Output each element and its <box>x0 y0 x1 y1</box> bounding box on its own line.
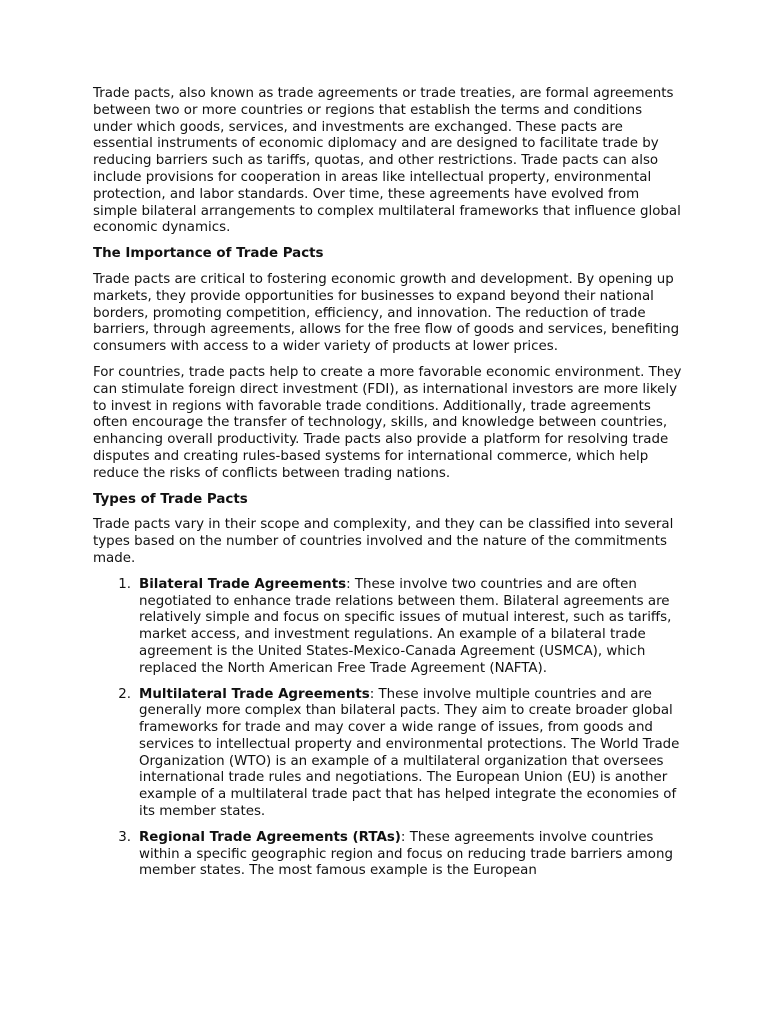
list-item <box>93 830 683 880</box>
list-term: Bilateral Trade Agreements <box>139 576 347 592</box>
section-heading-types: Types of Trade Pacts <box>93 491 248 507</box>
list-text: : These involve two countries and are often negotiated to enhance trade relations between them. Bilateral agreements are relatively simple and focus on specific issues of mutual interest, such as tariffs, market access, and investment regulations. An example of a bilateral trade agreement is the United States-Mexico-Canada Agreement (USMCA), which replaced the North American Free Trade Agreement (NAFTA). <box>139 576 672 676</box>
document-body <box>93 86 683 889</box>
paragraph: Trade pacts are critical to fostering economic growth and development. By opening up markets, they provide opportunities for businesses to expand beyond their national borders, promoting competition, efficiency, and innovation. The reduction of trade barriers, through agreements, allows for the free flow of goods and services, benefiting consumers with access to a wider variety of products at lower prices. <box>93 271 680 355</box>
section-heading-importance: The Importance of Trade Pacts <box>93 246 324 262</box>
list-item <box>93 577 683 678</box>
types-list <box>93 577 683 881</box>
list-number: 3. <box>118 829 131 845</box>
list-item <box>93 687 683 821</box>
list-number: 2. <box>118 686 131 702</box>
paragraph: For countries, trade pacts help to create a more favorable economic environment. They can stimulate foreign direct investment (FDI), as international investors are more likely to invest in regions with favorable trade conditions. Additionally, trade agreements often encourage the transfer of technology, skills, and knowledge between countries, enhancing overall productivity. Trade pacts also provide a platform for resolving trade disputes and creating rules-based systems for international commerce, which help reduce the risks of conflicts between trading nations. <box>93 364 682 481</box>
list-text: : These agreements involve countries within a specific geographic region and focus on reducing trade barriers among member states. The most famous example is the European <box>139 829 673 879</box>
list-number: 1. <box>118 576 131 592</box>
list-text: : These involve multiple countries and are generally more complex than bilateral pacts. They aim to create broader global frameworks for trade and may cover a wide range of issues, from goods and services to intellectual property and environmental protections. The World Trade Organization (WTO) is an example of a multilateral organization that oversees international trade rules and negotiations. The European Union (EU) is another example of a multilateral trade pact that has helped integrate the economies of its member states. <box>139 686 680 820</box>
paragraph: Trade pacts vary in their scope and complexity, and they can be classified into several types based on the number of countries involved and the nature of the commitments made. <box>93 517 674 566</box>
list-term: Regional Trade Agreements (RTAs) <box>139 829 401 845</box>
intro-paragraph: Trade pacts, also known as trade agreements or trade treaties, are formal agreements between two or more countries or regions that establish the terms and conditions under which goods, services, and investments are exchanged. These pacts are essential instruments of economic diplomacy and are designed to facilitate trade by reducing barriers such as tariffs, quotas, and other restrictions. Trade pacts can also include provisions for cooperation in areas like intellectual property, environmental protection, and labor standards. Over time, these agreements have evolved from simple bilateral arrangements to complex multilateral frameworks that influence global economic dynamics. <box>93 86 681 236</box>
list-term: Multilateral Trade Agreements <box>139 686 370 702</box>
